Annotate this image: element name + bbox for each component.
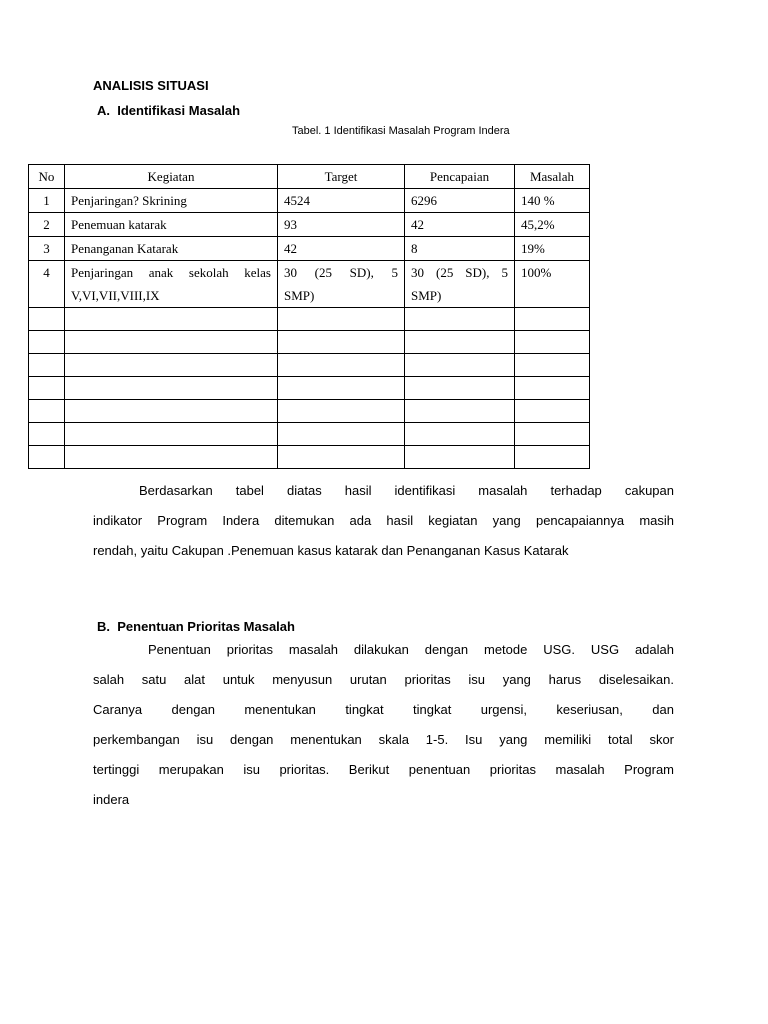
cell-empty bbox=[278, 423, 405, 446]
cell-no: 2 bbox=[29, 213, 65, 237]
table-row bbox=[29, 213, 590, 237]
cell-kegiatan: Penanganan Katarak bbox=[65, 237, 278, 261]
cell-no: 3 bbox=[29, 237, 65, 261]
cell-masalah: 100% bbox=[515, 261, 590, 308]
cell-empty bbox=[405, 400, 515, 423]
cell-empty bbox=[65, 423, 278, 446]
paragraph-line: perkembangan isu dengan menentukan skala 1-5. Isu yang memiliki total skor bbox=[93, 732, 674, 747]
cell-empty bbox=[65, 331, 278, 354]
cell-kegiatan-line2: V,VI,VII,VIII,IX bbox=[71, 288, 160, 303]
paragraph-a bbox=[93, 476, 674, 566]
cell-target-line1: 30 (25 SD), 5 bbox=[284, 265, 398, 280]
cell-empty bbox=[29, 354, 65, 377]
table-header-row bbox=[29, 165, 590, 189]
section-a-title: Identifikasi Masalah bbox=[117, 103, 241, 118]
table-row-empty bbox=[29, 377, 590, 400]
cell-empty bbox=[278, 354, 405, 377]
cell-empty bbox=[405, 331, 515, 354]
cell-no: 1 bbox=[29, 189, 65, 213]
cell-kegiatan: Penemuan katarak bbox=[65, 213, 278, 237]
section-title: ANALISIS SITUASI bbox=[93, 78, 209, 93]
col-header-no: No bbox=[29, 165, 65, 189]
cell-empty bbox=[405, 308, 515, 331]
cell-empty bbox=[65, 377, 278, 400]
cell-empty bbox=[29, 331, 65, 354]
cell-empty bbox=[405, 354, 515, 377]
paragraph-line: tertinggi merupakan isu prioritas. Berikut penentuan prioritas masalah Program bbox=[93, 762, 674, 777]
cell-kegiatan: Penjaringan? Skrining bbox=[65, 189, 278, 213]
cell-empty bbox=[29, 308, 65, 331]
paragraph-line: salah satu alat untuk menyusun urutan prioritas isu yang harus diselesaikan. bbox=[93, 672, 674, 687]
cell-empty bbox=[515, 354, 590, 377]
table-row-empty bbox=[29, 308, 590, 331]
paragraph-line: rendah, yaitu Cakupan .Penemuan kasus katarak dan Penanganan Kasus Katarak bbox=[93, 543, 569, 558]
cell-empty bbox=[515, 446, 590, 469]
cell-empty bbox=[65, 308, 278, 331]
cell-masalah: 19% bbox=[515, 237, 590, 261]
cell-pencapaian: 42 bbox=[405, 213, 515, 237]
cell-empty bbox=[405, 446, 515, 469]
cell-empty bbox=[65, 354, 278, 377]
cell-empty bbox=[515, 423, 590, 446]
paragraph-line: Berdasarkan tabel diatas hasil identifikasi masalah terhadap cakupan bbox=[139, 483, 674, 498]
paragraph-line: Penentuan prioritas masalah dilakukan dengan metode USG. USG adalah bbox=[148, 642, 674, 657]
paragraph-line: indikator Program Indera ditemukan ada hasil kegiatan yang pencapaiannya masih bbox=[93, 513, 674, 528]
cell-empty bbox=[278, 308, 405, 331]
cell-empty bbox=[278, 400, 405, 423]
cell-kegiatan-line1: Penjaringan anak sekolah kelas bbox=[71, 265, 271, 280]
cell-pencapaian-line1: 30 (25 SD), 5 bbox=[411, 265, 508, 280]
cell-empty bbox=[29, 377, 65, 400]
cell-kegiatan bbox=[65, 261, 278, 308]
col-header-masalah: Masalah bbox=[515, 165, 590, 189]
cell-no: 4 bbox=[29, 261, 65, 308]
section-b-title: Penentuan Prioritas Masalah bbox=[117, 619, 295, 634]
cell-target: 42 bbox=[278, 237, 405, 261]
table-row bbox=[29, 237, 590, 261]
table-row-empty bbox=[29, 331, 590, 354]
cell-empty bbox=[515, 308, 590, 331]
cell-empty bbox=[515, 400, 590, 423]
table-row bbox=[29, 189, 590, 213]
cell-pencapaian-line2: SMP) bbox=[411, 288, 442, 303]
cell-empty bbox=[65, 400, 278, 423]
cell-empty bbox=[278, 377, 405, 400]
section-b-label: B. bbox=[97, 619, 110, 634]
empty-rows-group bbox=[29, 308, 590, 469]
section-a-heading bbox=[97, 103, 240, 118]
cell-empty bbox=[515, 377, 590, 400]
col-header-target: Target bbox=[278, 165, 405, 189]
table-row-empty bbox=[29, 354, 590, 377]
cell-pencapaian: 8 bbox=[405, 237, 515, 261]
cell-target: 4524 bbox=[278, 189, 405, 213]
cell-empty bbox=[278, 331, 405, 354]
cell-target-line2: SMP) bbox=[284, 288, 315, 303]
table-row bbox=[29, 261, 590, 308]
section-b-heading bbox=[97, 619, 295, 634]
cell-empty bbox=[405, 377, 515, 400]
cell-target: 93 bbox=[278, 213, 405, 237]
cell-pencapaian bbox=[405, 261, 515, 308]
cell-empty bbox=[405, 423, 515, 446]
cell-target bbox=[278, 261, 405, 308]
cell-empty bbox=[29, 423, 65, 446]
cell-empty bbox=[515, 331, 590, 354]
identification-table bbox=[28, 164, 590, 469]
col-header-pencapaian: Pencapaian bbox=[405, 165, 515, 189]
table-row-empty bbox=[29, 400, 590, 423]
cell-masalah: 45,2% bbox=[515, 213, 590, 237]
cell-pencapaian: 6296 bbox=[405, 189, 515, 213]
cell-empty bbox=[65, 446, 278, 469]
cell-empty bbox=[29, 446, 65, 469]
cell-empty bbox=[29, 400, 65, 423]
paragraph-line: indera bbox=[93, 792, 130, 807]
table-row-empty bbox=[29, 423, 590, 446]
paragraph-b bbox=[93, 635, 674, 815]
paragraph-line: Caranya dengan menentukan tingkat tingkat urgensi, keseriusan, dan bbox=[93, 702, 674, 717]
cell-masalah: 140 % bbox=[515, 189, 590, 213]
section-a-label: A. bbox=[97, 103, 110, 118]
table-caption: Tabel. 1 Identifikasi Masalah Program Indera bbox=[292, 125, 510, 137]
col-header-kegiatan: Kegiatan bbox=[65, 165, 278, 189]
table-row-empty bbox=[29, 446, 590, 469]
cell-empty bbox=[278, 446, 405, 469]
